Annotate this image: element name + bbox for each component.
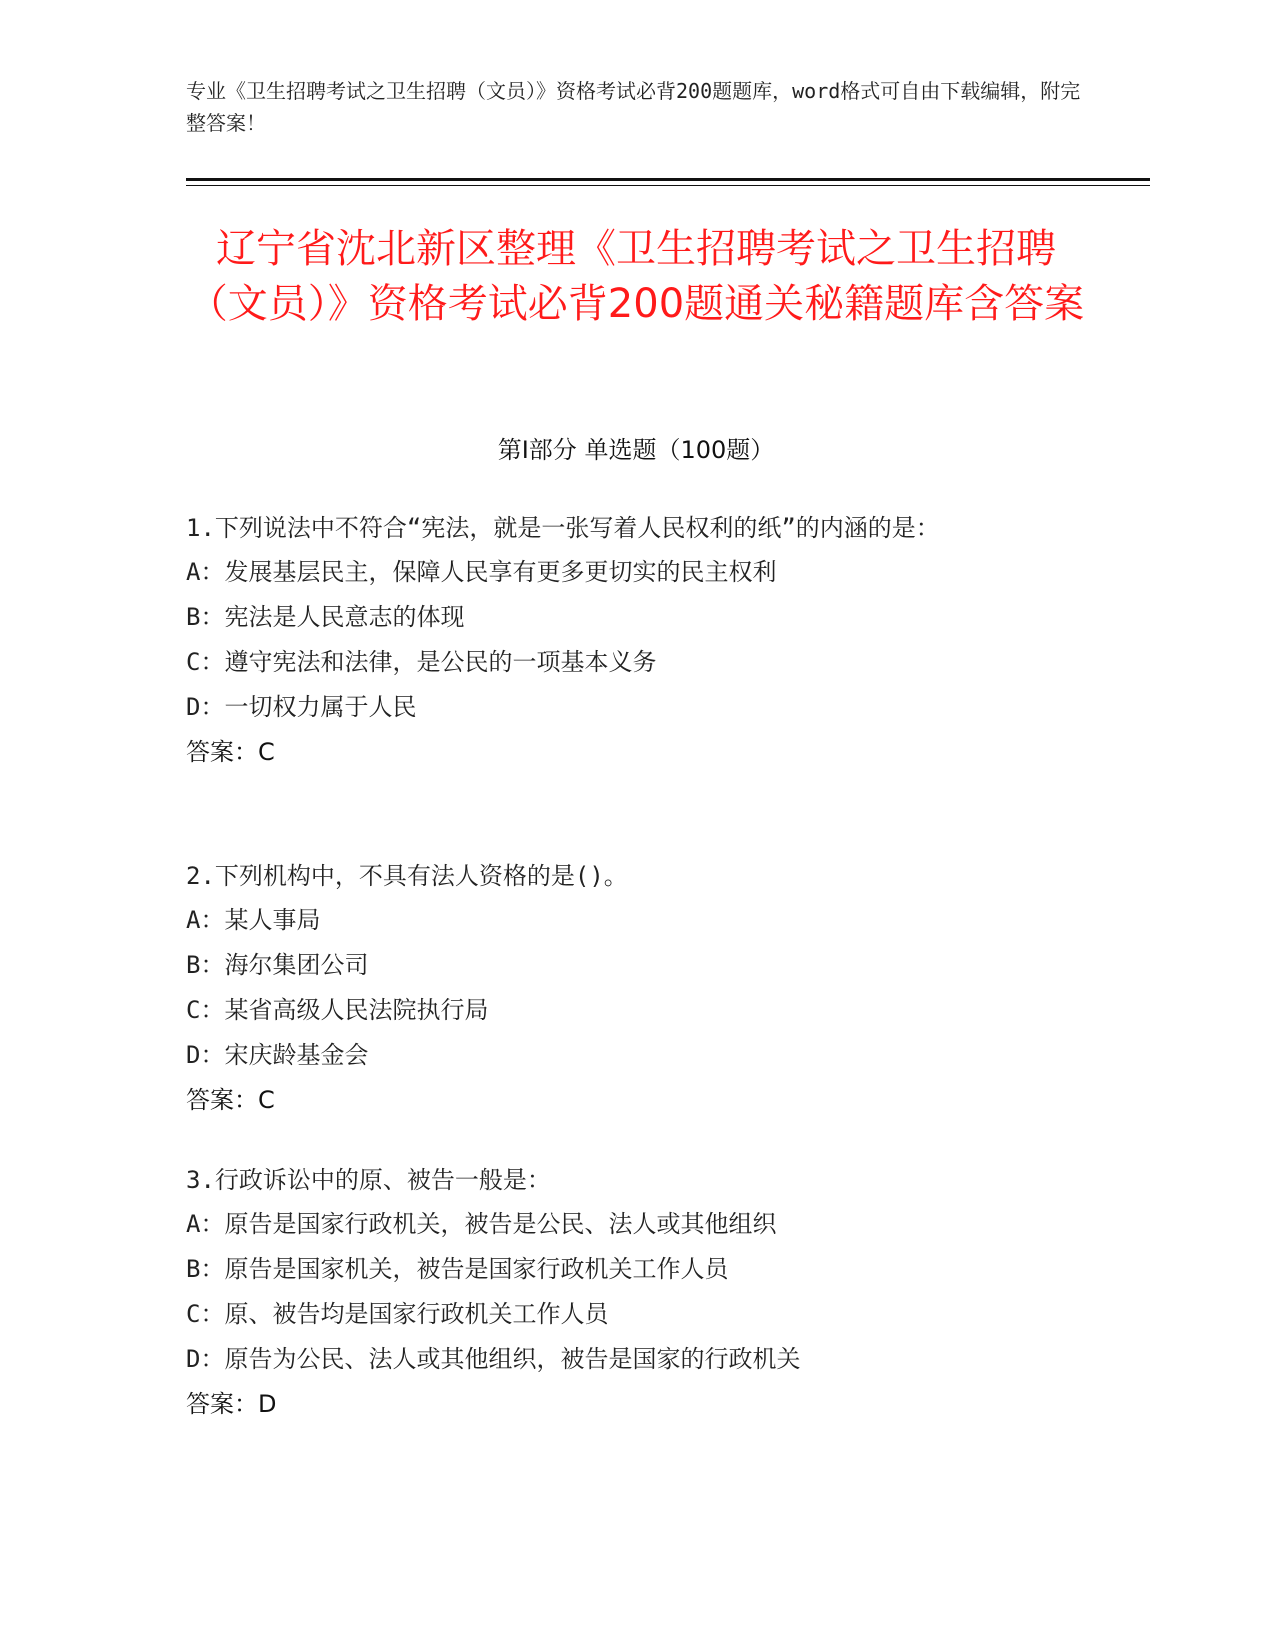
question-1 [186,506,1066,775]
option-c: C：遵守宪法和法律，是公民的一项基本义务 [186,648,657,676]
option-c: C：某省高级人民法院执行局 [186,996,489,1024]
question-stem: 2.下列机构中，不具有法人资格的是()。 [186,862,628,890]
document-title: 辽宁省沈北新区整理《卫生招聘考试之卫生招聘（文员）》资格考试必背200题通关秘籍题库含答案 [187,226,1085,327]
option-d: D：一切权力属于人民 [186,693,417,721]
question-stem: 1.下列说法中不符合“宪法，就是一张写着人民权利的纸”的内涵的是： [186,514,940,542]
section-title: 第Ⅰ部分 单选题（100题） [497,436,775,464]
question-3 [186,1158,1066,1427]
option-a: A：发展基层民主，保障人民享有更多更切实的民主权利 [186,558,777,586]
question-stem: 3.行政诉讼中的原、被告一般是： [186,1166,551,1194]
header-rule-thick [186,178,1150,181]
question-2 [186,854,1066,1123]
answer: 答案：C [186,738,275,766]
option-d: D：原告为公民、法人或其他组织，被告是国家的行政机关 [186,1345,801,1373]
option-c: C：原、被告均是国家行政机关工作人员 [186,1300,609,1328]
answer: 答案：D [186,1390,277,1418]
option-a: A：原告是国家行政机关，被告是公民、法人或其他组织 [186,1210,777,1238]
option-b: B：原告是国家机关，被告是国家行政机关工作人员 [186,1255,729,1283]
option-a: A：某人事局 [186,906,321,934]
header-note: 专业《卫生招聘考试之卫生招聘（文员）》资格考试必背200题题库，word格式可自由下载编辑，附完整答案！ [186,79,1081,135]
option-b: B：海尔集团公司 [186,951,369,979]
option-d: D：宋庆龄基金会 [186,1041,369,1069]
answer: 答案：C [186,1086,275,1114]
header-rule-thin [186,185,1150,186]
option-b: B：宪法是人民意志的体现 [186,603,465,631]
